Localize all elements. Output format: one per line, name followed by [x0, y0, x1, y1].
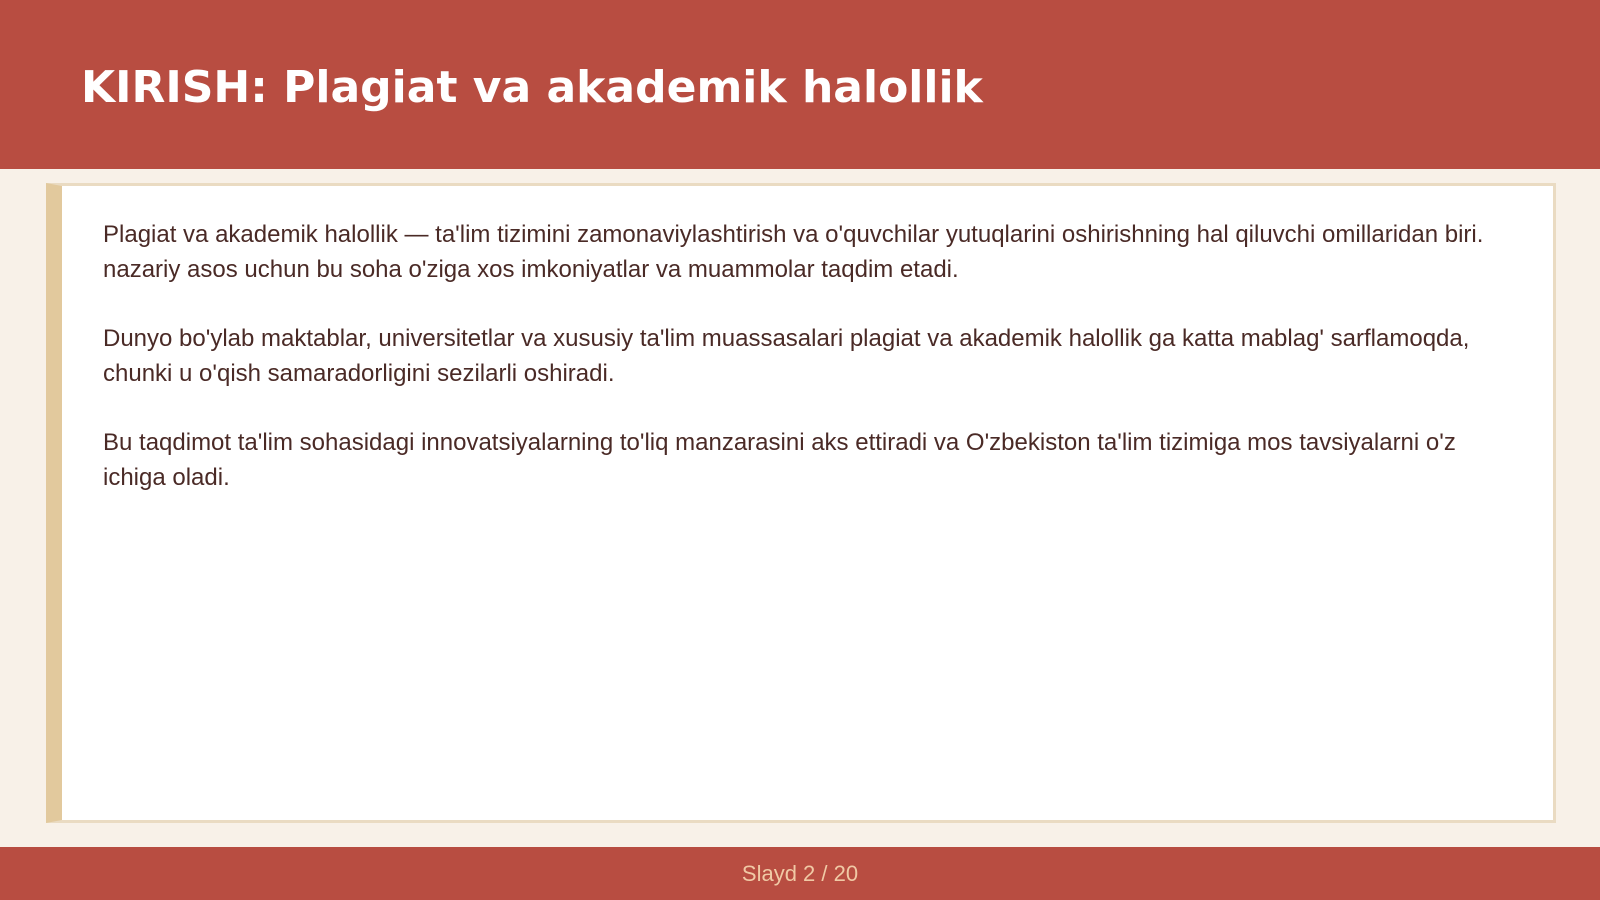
slide-title: KIRISH: Plagiat va akademik halollik: [81, 62, 983, 113]
slide-counter: Slayd 2 / 20: [741, 861, 859, 886]
funding-paragraph: Dunyo bo'ylab maktablar, universitetlar va xususiy ta'lim muassasalari plagiat va akademik halollik ga katta mablag' sarflamoqda, chunki u o'qish samaradorligini sezilarli oshiradi.: [103, 325, 1470, 387]
content-card: [46, 183, 1556, 823]
intro-paragraph: Plagiat va akademik halollik — ta'lim tizimini zamonaviylashtirish va o'quvchilar yutuqlarini oshirishning hal qiluvchi omillaridan biri. nazariy asos uchun bu soha o'ziga xos imkoniyatlar va muammolar taqdim etadi.: [103, 221, 1484, 283]
presentation-summary-paragraph: Bu taqdimot ta'lim sohasidagi innovatsiyalarning to'liq manzarasini aks ettiradi va O'zbekiston ta'lim tizimiga mos tavsiyalarni o'z ichiga oladi.: [103, 429, 1456, 491]
slide-header: [0, 0, 1600, 169]
slide-footer: [0, 847, 1600, 900]
